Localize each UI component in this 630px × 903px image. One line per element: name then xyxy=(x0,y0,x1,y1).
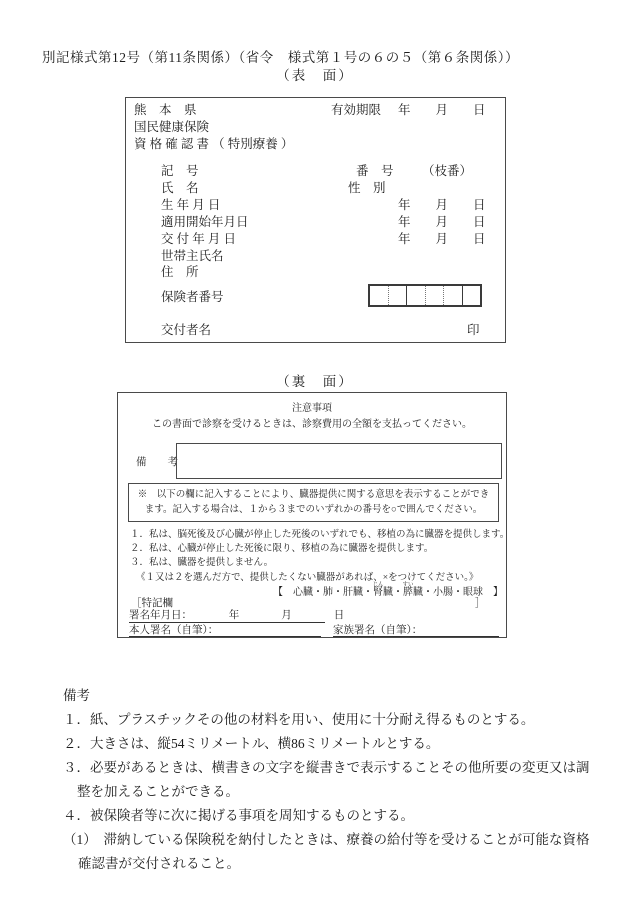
remarks-label: 備 考 xyxy=(136,457,178,468)
note-item-3: ３．必要があるときは、横書きの文字を縦書きで表示することその他所要の変更又は調整を加えることができる。 xyxy=(63,760,590,799)
remarks-box xyxy=(176,443,502,479)
insurer-number-cell xyxy=(443,286,462,305)
front-card xyxy=(125,97,506,343)
note-item-2: ２．大きさは、縦54ミリメートル、横86ミリメートルとする。 xyxy=(63,736,440,751)
organ-list: 【 心臓・肺・肝臓・腎じん臓・膵すい臓・小腸・眼球 】 xyxy=(273,582,503,598)
donation-notice-line1: ※ 以下の欄に記入することにより、臓器提供に関する意思を表示することができ xyxy=(137,490,490,500)
organ-pancreas: 膵すい xyxy=(402,582,414,598)
insurer-number-cell xyxy=(370,286,388,305)
insurer-number-cell xyxy=(406,286,425,305)
expiry-date-fields: 年 月 日 xyxy=(398,103,486,117)
document-title: 資 格 確 認 書 （ 特別療養 ） xyxy=(134,137,294,151)
notice-title: 注意事項 xyxy=(292,403,332,414)
sex-label: 性 別 xyxy=(348,181,386,195)
branch-number-label: （枝番） xyxy=(422,164,473,178)
donation-option-1: １．私は、脳死後及び心臓が停止した死後のいずれでも、移植の為に臓器を提供します。 xyxy=(130,530,510,540)
page-title: 別記様式第12号（第11条関係）（省令 様式第１号の６の５（第６条関係）） xyxy=(42,50,519,65)
symbol-label: 記 号 xyxy=(161,164,199,178)
householder-label: 世帯主氏名 xyxy=(161,249,224,263)
back-side-label: （裏 面） xyxy=(276,374,354,389)
issuer-label: 交付者名 xyxy=(161,323,212,337)
address-label: 住 所 xyxy=(161,265,199,279)
insurer-number-grid xyxy=(368,284,482,307)
start-date-fields: 年 月 日 xyxy=(398,215,486,229)
family-signature-line: 家族署名（自筆）： xyxy=(333,622,499,637)
organ-kidney: 腎じん xyxy=(372,582,384,598)
seal-mark: 印 xyxy=(467,323,480,337)
expiry-label: 有効期限 xyxy=(331,103,382,117)
prefecture-label: 熊 本 県 xyxy=(134,103,197,117)
donation-notice-line2: ます。記入する場合は、１から３までのいずれかの番号を○で囲んでください。 xyxy=(144,505,483,515)
birthdate-fields: 年 月 日 xyxy=(398,198,486,212)
insurer-number-cell xyxy=(462,286,481,305)
note-item-1: １．紙、プラスチックその他の材料を用い、使用に十分耐え得るものとする。 xyxy=(63,712,535,727)
name-label: 氏 名 xyxy=(161,181,199,195)
insurer-number-label: 保険者番号 xyxy=(161,290,224,304)
notes-section xyxy=(63,684,592,876)
insurer-number-cell xyxy=(388,286,407,305)
donation-cross-note: 《１又は２を選んだ方で、提供したくない臓器があれば、×をつけてください。》 xyxy=(136,573,479,583)
start-date-label: 適用開始年月日 xyxy=(161,215,249,229)
note-item-4: ４．被保険者等に次に掲げる事項を周知するものとする。 xyxy=(63,808,414,823)
notice-body: この書面で診察を受けるときは、診察費用の全額を支払ってください。 xyxy=(152,419,472,430)
donation-option-2: ２．私は、心臓が停止した死後に限り、移植の為に臓器を提供します。 xyxy=(130,544,434,554)
birthdate-label: 生 年 月 日 xyxy=(161,198,221,212)
insurer-number-cell xyxy=(425,286,444,305)
note-subitem-1: （1） 滞納している保険税を納付したときは、療養の給付等を受けることが可能な資格確認書が交付されること。 xyxy=(63,832,590,871)
special-notes-close: ］ xyxy=(475,598,486,609)
issue-date-label: 交 付 年 月 日 xyxy=(161,232,237,246)
insurance-type-label: 国民健康保険 xyxy=(134,120,210,134)
notes-title: 備考 xyxy=(63,688,90,703)
donation-option-3: ３．私は、臓器を提供しません。 xyxy=(130,558,274,568)
number-label: 番 号 xyxy=(356,164,394,178)
back-card xyxy=(117,392,510,638)
front-side-label: （表 面） xyxy=(276,68,354,83)
signature-date-line: 署名年月日： 年 月 日 xyxy=(129,607,325,623)
donation-notice-box xyxy=(128,483,499,522)
special-notes-open: ［特記欄 xyxy=(131,598,173,609)
self-signature-line: 本人署名（自筆）： xyxy=(129,622,321,637)
issue-date-fields: 年 月 日 xyxy=(398,232,486,246)
